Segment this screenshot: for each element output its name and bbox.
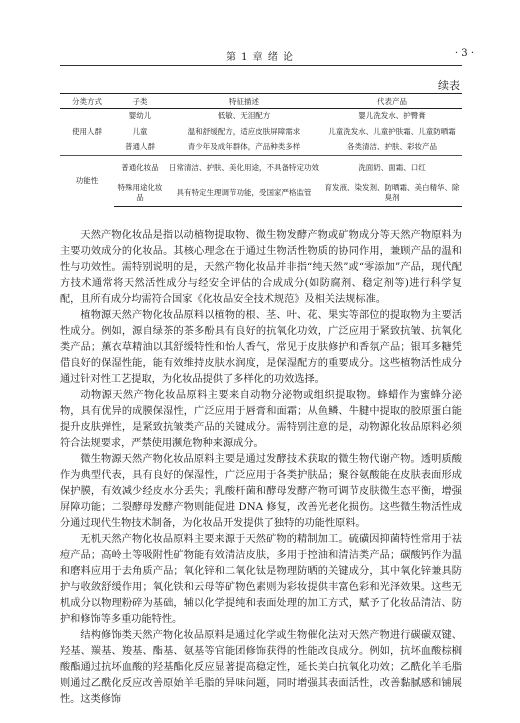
product-cell: 儿童洗发水、儿童护肤霜、儿童防晒霜 bbox=[328, 126, 456, 136]
feature-cell: 日常清洁、护肤、美化用途，不具备特定功效 bbox=[166, 156, 322, 181]
table-header-row bbox=[60, 94, 462, 109]
paragraph: 天然产物化妆品是指以动植物提取物、微生物发酵产物或矿物成分等天然产物原料为主要功效成分的化妆品。其核心理念在于通过生物活性物质的协同作用，兼顾产品的温和性与功效性。需特别说明的是，天然产物化妆品并非指“纯天然”或“零添加”产品，现代配方技术通常将天然活性成分与经安全评估的合成成分(如防腐剂、稳定剂等)进行科学复配，且所有成分均需符合国家《化妆品安全技术规范》及相关法规标准。 bbox=[60, 230, 462, 305]
table-caption: 续表 bbox=[438, 79, 460, 92]
product-cell: 洗面奶、面霜、口红 bbox=[322, 156, 462, 181]
chapter-title: 第 1 章 绪 论 bbox=[225, 52, 295, 63]
feature-cell: 温和舒缓配方，适应皮肤屏障需求 bbox=[187, 126, 301, 136]
header-rule bbox=[60, 65, 462, 66]
body-text bbox=[60, 228, 462, 708]
product-cell: 育发液、染发剂、防晒霜、美白精华、除臭剂 bbox=[322, 181, 462, 207]
table-row bbox=[60, 156, 462, 181]
table-row bbox=[60, 124, 462, 140]
feature-cell: 青少年及成年群体，产品种类多样 bbox=[187, 142, 301, 152]
subclass-cell: 婴幼儿 bbox=[128, 111, 152, 121]
paragraph: 植物源天然产物化妆品原料以植物的根、茎、叶、花、果实等部位的提取物为主要活性成分。例如，源自绿茶的茶多酚具有良好的抗氧化功效，广泛应用于紧致抗皱、抗氧化类产品；薰衣草精油以其舒缓特性和怡人香气，常见于皮肤修护和香氛产品；银耳多糖凭借良好的保湿性能，能有效维持皮肤水润度，是保湿配方的重要成分。这些植物活性成分通过针对性工艺提取，为化妆品提供了多样化的功效选择。 bbox=[60, 310, 462, 385]
paragraph: 动物源天然产物化妆品原料主要来自动物分泌物或组织提取物。蜂蜡作为蜜蜂分泌物，具有优异的成膜保湿性，广泛应用于唇膏和面霜；从鱼鳞、牛腱中提取的胶原蛋白能提升皮肤弹性，是紧致抗皱类产品的关键成分。需特别注意的是，动物源化妆品原料必须符合法规要求，严禁使用濒危物种来源成分。 bbox=[60, 390, 462, 449]
paragraph: 微生物源天然产物化妆品原料主要是通过发酵技术获取的微生物代谢产物。透明质酸作为典型代表，具有良好的保湿性，广泛应用于各类护肤品；聚谷氨酸能在皮肤表面形成保护膜，有效减少经皮水分丢失；乳酸杆菌和酵母发酵产物可调节皮肤微生态平衡，增强屏障功能；二裂酵母发酵产物则能促进 DNA 修复，改善光老化损伤。这些微生物活性成分通过现代生物技术制备，为化妆品开发提供了独特的功能性原料。 bbox=[60, 454, 462, 529]
table-row bbox=[60, 109, 462, 124]
paragraph: 结构修饰类天然产物化妆品原料是通过化学或生物催化法对天然产物进行碳碳双键、羟基、羰基、羧基、酯基、氨基等官能团修饰获得的性能改良成分。例如，抗坏血酸棕榈酸酯通过抗坏血酸的羟基酯化反应显著提高稳定性，延长美白抗氧化功效；乙酰化羊毛脂则通过乙酰化反应改善原始羊毛脂的异味问题，同时增强其表面活性，改善黏腻感和铺展性。这类修饰 bbox=[60, 630, 462, 705]
feature-cell: 低敏、无泪配方 bbox=[217, 111, 271, 121]
column-header: 分类方式 bbox=[60, 94, 114, 109]
column-header: 特征描述 bbox=[166, 94, 322, 109]
table-row bbox=[60, 140, 462, 156]
subclass-cell: 特殊用途化妆品 bbox=[114, 181, 166, 207]
classification-table bbox=[60, 93, 462, 207]
group-cell: 使用人群 bbox=[72, 127, 102, 136]
subclass-cell: 儿童 bbox=[132, 126, 148, 136]
paragraph: 无机天然产物化妆品原料主要来源于天然矿物的精制加工。硫磺因抑菌特性常用于祛痘产品；高岭土等吸附性矿物能有效清洁皮肤，多用于控油和清洁类产品；碳酸钙作为温和磨料应用于去角质产品；氧化锌和二氧化钛是物理防晒的关键成分，其中氧化锌兼具防护与收敛舒缓作用；氧化铁和云母等矿物色素则为彩妆提供丰富色彩和光泽效果。这些无机成分以物理粉碎为基础，辅以化学提纯和表面处理的加工方式，赋予了化妆品清洁、防护和修饰等多重功能特性。 bbox=[60, 534, 462, 625]
running-header bbox=[0, 48, 520, 64]
group-cell: 功能性 bbox=[60, 156, 114, 207]
table-row bbox=[60, 181, 462, 207]
subclass-cell: 普通人群 bbox=[125, 142, 155, 152]
subclass-cell: 普通化妆品 bbox=[114, 156, 166, 181]
feature-cell: 具有特定生理调节功能，受国家严格监管 bbox=[166, 181, 322, 207]
product-cell: 各类清洁、护肤、彩妆产品 bbox=[347, 142, 437, 152]
column-header: 代表产品 bbox=[322, 94, 462, 109]
column-header: 子类 bbox=[114, 94, 166, 109]
page-number: · 3 · bbox=[454, 48, 474, 59]
product-cell: 婴儿洗发水、护臀膏 bbox=[358, 111, 426, 121]
